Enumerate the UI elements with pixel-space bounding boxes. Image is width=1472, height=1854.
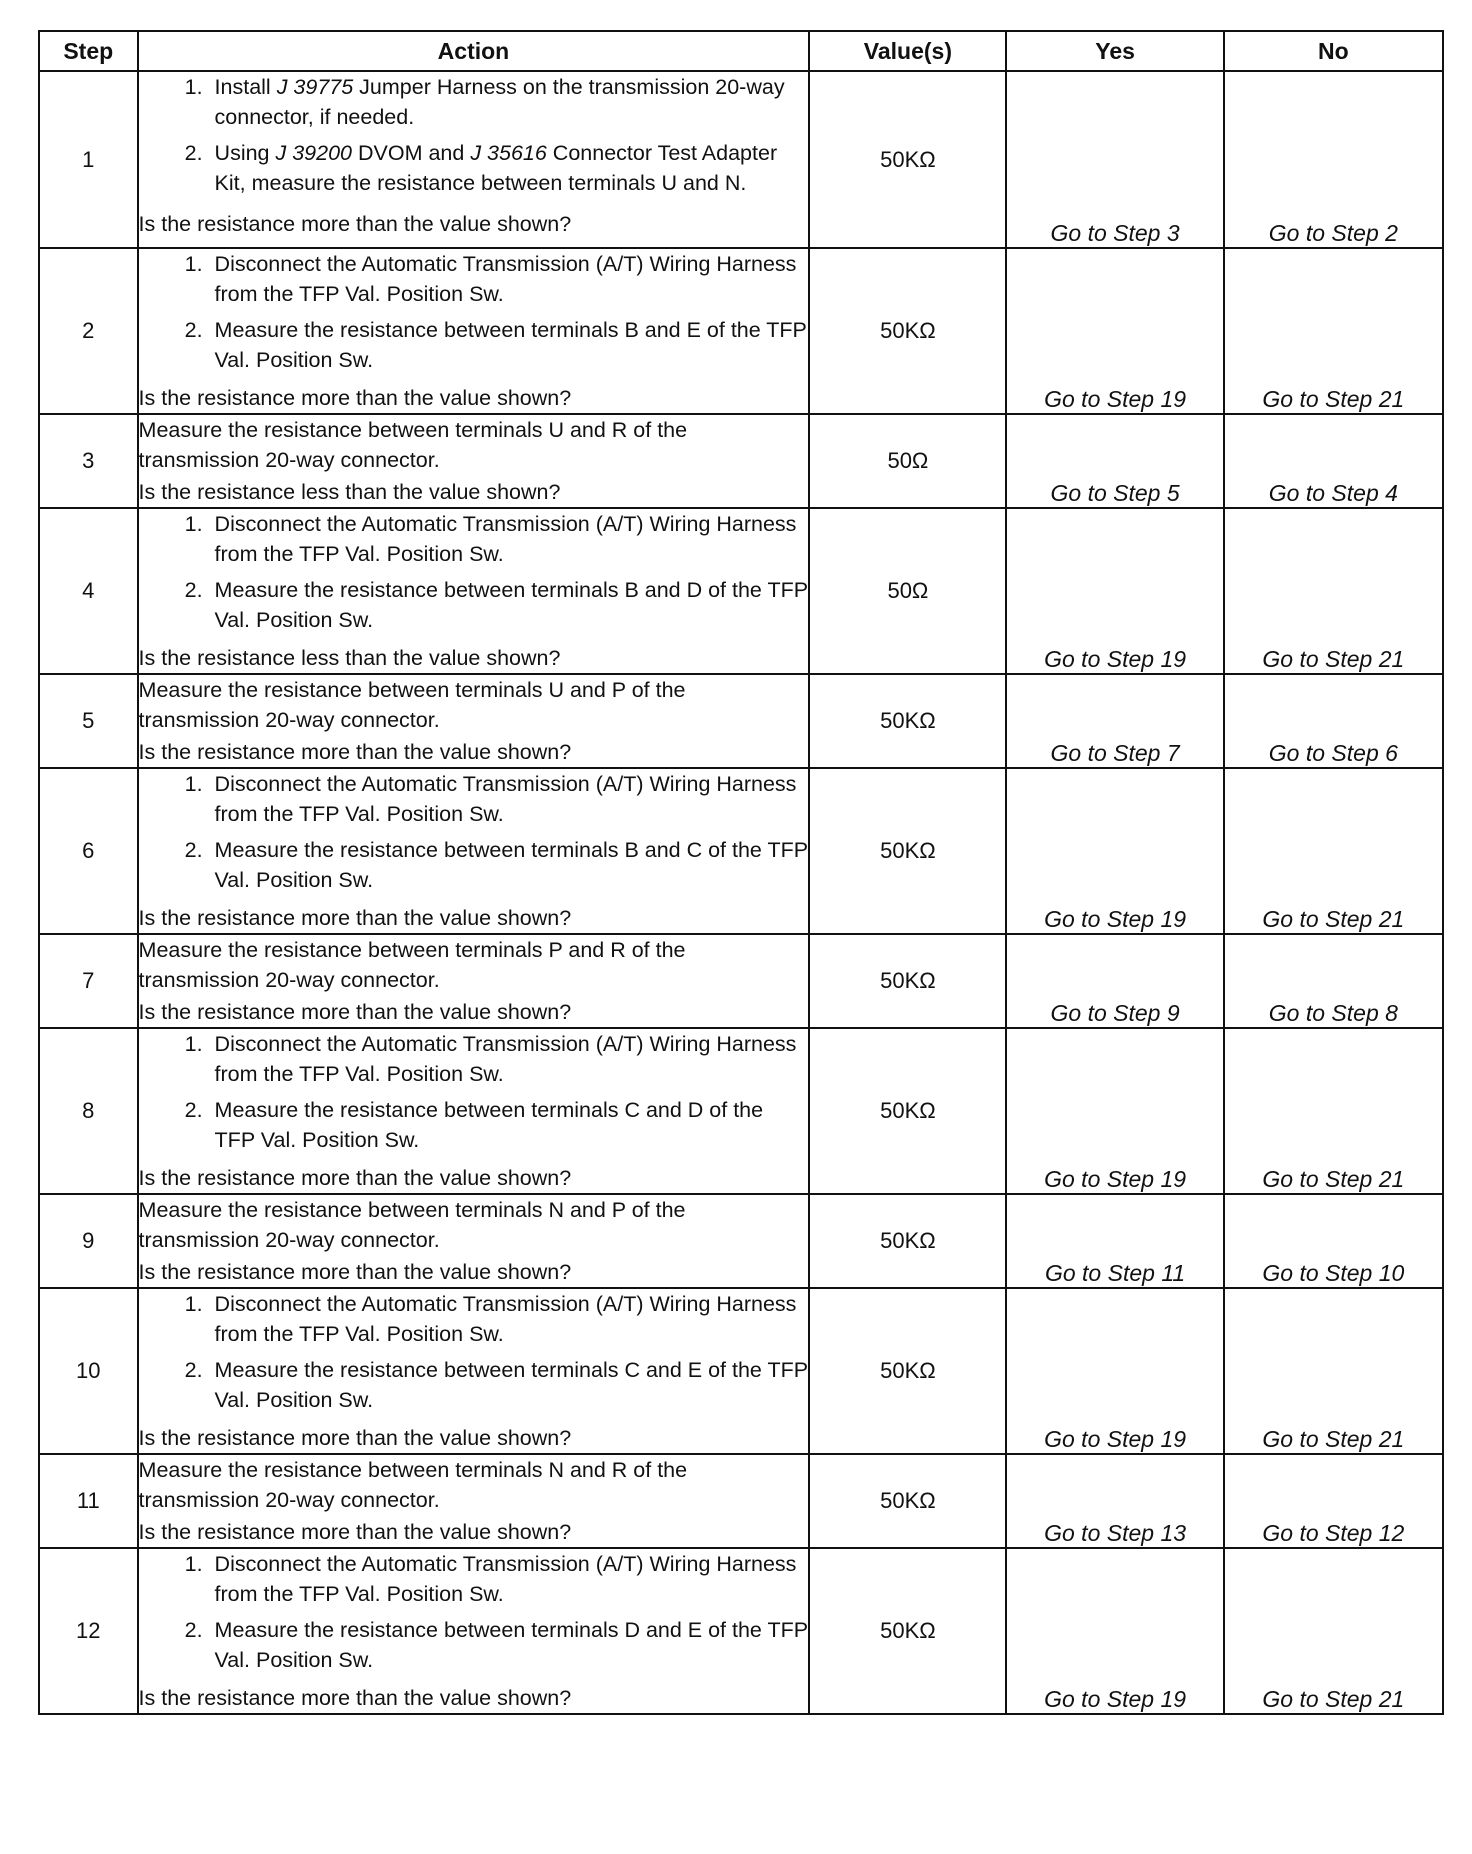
substep-number: 1. (184, 772, 203, 796)
yes-goto: Go to Step 19 (1006, 1288, 1223, 1454)
substep-text (215, 509, 809, 569)
substep-text-part: Measure the resistance between terminals C and D of the TFP Val. Position Sw. (214, 1098, 764, 1152)
table-row (39, 1454, 1443, 1548)
value-cell: 50KΩ (809, 71, 1006, 248)
yes-goto: Go to Step 19 (1006, 248, 1223, 414)
header-no: No (1224, 31, 1443, 71)
table-row (39, 674, 1443, 768)
header-row (39, 31, 1443, 71)
substep-text-part: Measure the resistance between terminals B and D of the TFP Val. Position Sw. (214, 578, 808, 632)
substep-text-part: Measure the resistance between terminals C and E of the TFP Val. Position Sw. (214, 1358, 808, 1412)
step-number: 12 (39, 1548, 138, 1714)
yes-goto: Go to Step 19 (1006, 1028, 1223, 1194)
substep-item (139, 1615, 809, 1675)
value-cell: 50KΩ (809, 1548, 1006, 1714)
value-cell: 50KΩ (809, 248, 1006, 414)
table-row (39, 71, 1443, 248)
substep-list (139, 769, 809, 895)
value-cell: 50KΩ (809, 1454, 1006, 1548)
substep-number: 1. (184, 75, 203, 99)
tool-reference: J 39200 (275, 141, 353, 165)
action-question: Is the resistance less than the value shown? (138, 646, 561, 670)
action-question: Is the resistance more than the value shown? (138, 740, 572, 764)
table-row (39, 248, 1443, 414)
step-number: 9 (39, 1194, 138, 1288)
substep-text-part: Disconnect the Automatic Transmission (A/T) Wiring Harness from the TFP Val. Position Sw. (214, 1032, 797, 1086)
header-action: Action (138, 31, 810, 71)
table-row (39, 1194, 1443, 1288)
yes-goto: Go to Step 19 (1006, 1548, 1223, 1714)
action-question: Is the resistance more than the value shown? (138, 1166, 572, 1190)
action-cell (138, 508, 810, 674)
action-question: Is the resistance more than the value shown? (138, 212, 572, 236)
value-cell: 50KΩ (809, 1028, 1006, 1194)
step-number: 11 (39, 1454, 138, 1548)
no-goto: Go to Step 12 (1224, 1454, 1443, 1548)
action-cell (138, 248, 810, 414)
value-cell: 50KΩ (809, 1194, 1006, 1288)
substep-text (215, 1549, 809, 1609)
no-goto: Go to Step 10 (1224, 1194, 1443, 1288)
yes-goto: Go to Step 5 (1006, 414, 1223, 508)
no-goto: Go to Step 2 (1224, 71, 1443, 248)
no-goto: Go to Step 21 (1224, 1288, 1443, 1454)
substep-text (215, 249, 809, 309)
step-number: 2 (39, 248, 138, 414)
substep-list (139, 1029, 809, 1155)
substep-number: 1. (184, 1552, 203, 1576)
yes-goto: Go to Step 11 (1006, 1194, 1223, 1288)
substep-item (139, 1289, 809, 1349)
substep-text-part: Install (214, 75, 277, 99)
step-number: 8 (39, 1028, 138, 1194)
action-question: Is the resistance more than the value shown? (138, 1520, 572, 1544)
action-instruction: Measure the resistance between terminals P and R of the transmission 20-way connector. (138, 938, 686, 992)
no-goto: Go to Step 21 (1224, 1028, 1443, 1194)
yes-goto: Go to Step 19 (1006, 508, 1223, 674)
action-question: Is the resistance more than the value shown? (138, 906, 572, 930)
action-cell (138, 1288, 810, 1454)
substep-text (215, 1355, 809, 1415)
table-body (39, 71, 1443, 1714)
substep-number: 1. (184, 512, 203, 536)
substep-item (139, 575, 809, 635)
action-question: Is the resistance more than the value shown? (138, 1260, 572, 1284)
yes-goto: Go to Step 7 (1006, 674, 1223, 768)
substep-text (215, 315, 809, 375)
tool-reference: J 35616 (470, 141, 547, 165)
step-number: 6 (39, 768, 138, 934)
header-yes: Yes (1006, 31, 1223, 71)
action-cell (138, 1548, 810, 1714)
substep-text-part: Disconnect the Automatic Transmission (A/T) Wiring Harness from the TFP Val. Position Sw. (214, 512, 797, 566)
substep-text-part: Disconnect the Automatic Transmission (A/T) Wiring Harness from the TFP Val. Position Sw. (214, 252, 797, 306)
substep-text (215, 72, 809, 132)
substep-item (139, 72, 809, 132)
step-number: 3 (39, 414, 138, 508)
value-cell: 50Ω (809, 414, 1006, 508)
substep-item (139, 1029, 809, 1089)
action-question: Is the resistance more than the value shown? (138, 1000, 572, 1024)
action-cell (138, 934, 810, 1028)
substep-list (139, 1549, 809, 1675)
substep-number: 2. (184, 141, 203, 165)
action-question: Is the resistance more than the value shown? (138, 386, 572, 410)
action-cell (138, 1028, 810, 1194)
step-number: 10 (39, 1288, 138, 1454)
substep-list (139, 72, 809, 198)
step-number: 5 (39, 674, 138, 768)
no-goto: Go to Step 8 (1224, 934, 1443, 1028)
substep-number: 2. (184, 318, 203, 342)
substep-number: 2. (184, 1618, 203, 1642)
yes-goto: Go to Step 9 (1006, 934, 1223, 1028)
substep-text (215, 835, 809, 895)
substep-list (139, 249, 809, 375)
substep-item (139, 138, 809, 198)
table-row (39, 1288, 1443, 1454)
substep-text-part: Disconnect the Automatic Transmission (A/T) Wiring Harness from the TFP Val. Position Sw. (214, 1552, 797, 1606)
substep-text-part: Jumper Harness on the transmission 20-way connector, if needed. (214, 75, 785, 129)
yes-goto: Go to Step 3 (1006, 71, 1223, 248)
substep-number: 2. (184, 1098, 203, 1122)
table-header (39, 31, 1443, 71)
substep-item (139, 769, 809, 829)
header-values: Value(s) (809, 31, 1006, 71)
table-row (39, 768, 1443, 934)
table-row (39, 508, 1443, 674)
substep-number: 2. (184, 578, 203, 602)
step-number: 4 (39, 508, 138, 674)
substep-text (215, 575, 809, 635)
substep-text (215, 138, 809, 198)
substep-text-part: DVOM and (352, 141, 471, 165)
substep-text-part: Measure the resistance between terminals B and E of the TFP Val. Position Sw. (214, 318, 807, 372)
value-cell: 50KΩ (809, 768, 1006, 934)
diagnostic-table (38, 30, 1444, 1715)
step-number: 7 (39, 934, 138, 1028)
action-instruction: Measure the resistance between terminals U and P of the transmission 20-way connector. (138, 678, 686, 732)
no-goto: Go to Step 21 (1224, 768, 1443, 934)
substep-number: 1. (184, 252, 203, 276)
substep-item (139, 315, 809, 375)
action-instruction: Measure the resistance between terminals U and R of the transmission 20-way connector. (138, 418, 688, 472)
substep-list (139, 1289, 809, 1415)
substep-text-part: Disconnect the Automatic Transmission (A/T) Wiring Harness from the TFP Val. Position Sw. (214, 1292, 797, 1346)
substep-text (215, 1095, 809, 1155)
tool-reference: J 39775 (276, 75, 354, 99)
action-question: Is the resistance more than the value shown? (138, 1686, 572, 1710)
substep-text-part: Using (214, 141, 276, 165)
substep-text-part: Disconnect the Automatic Transmission (A/T) Wiring Harness from the TFP Val. Position Sw. (214, 772, 797, 826)
action-cell (138, 1194, 810, 1288)
action-cell (138, 1454, 810, 1548)
no-goto: Go to Step 21 (1224, 1548, 1443, 1714)
substep-item (139, 1355, 809, 1415)
no-goto: Go to Step 21 (1224, 248, 1443, 414)
substep-number: 1. (184, 1032, 203, 1056)
no-goto: Go to Step 4 (1224, 414, 1443, 508)
step-number: 1 (39, 71, 138, 248)
action-question: Is the resistance more than the value shown? (138, 1426, 572, 1450)
value-cell: 50KΩ (809, 934, 1006, 1028)
substep-number: 2. (184, 1358, 203, 1382)
action-instruction: Measure the resistance between terminals N and R of the transmission 20-way connector. (138, 1458, 688, 1512)
table-row (39, 414, 1443, 508)
action-cell (138, 71, 810, 248)
value-cell: 50KΩ (809, 674, 1006, 768)
substep-text-part: Measure the resistance between terminals B and C of the TFP Val. Position Sw. (214, 838, 808, 892)
yes-goto: Go to Step 19 (1006, 768, 1223, 934)
substep-text (215, 1029, 809, 1089)
substep-item (139, 1549, 809, 1609)
substep-text (215, 769, 809, 829)
substep-number: 1. (184, 1292, 203, 1316)
no-goto: Go to Step 6 (1224, 674, 1443, 768)
table-row (39, 1028, 1443, 1194)
substep-text-part: Connector Test Adapter Kit, measure the resistance between terminals U and N. (214, 141, 778, 195)
substep-text-part: Measure the resistance between terminals D and E of the TFP Val. Position Sw. (214, 1618, 808, 1672)
substep-item (139, 249, 809, 309)
substep-item (139, 835, 809, 895)
substep-number: 2. (184, 838, 203, 862)
action-cell (138, 414, 810, 508)
value-cell: 50KΩ (809, 1288, 1006, 1454)
substep-item (139, 509, 809, 569)
table-row (39, 1548, 1443, 1714)
yes-goto: Go to Step 13 (1006, 1454, 1223, 1548)
header-step: Step (39, 31, 138, 71)
action-question: Is the resistance less than the value shown? (138, 480, 561, 504)
substep-item (139, 1095, 809, 1155)
value-cell: 50Ω (809, 508, 1006, 674)
table-row (39, 934, 1443, 1028)
action-instruction: Measure the resistance between terminals N and P of the transmission 20-way connector. (138, 1198, 686, 1252)
substep-text (215, 1289, 809, 1349)
no-goto: Go to Step 21 (1224, 508, 1443, 674)
action-cell (138, 674, 810, 768)
action-cell (138, 768, 810, 934)
substep-text (215, 1615, 809, 1675)
substep-list (139, 509, 809, 635)
